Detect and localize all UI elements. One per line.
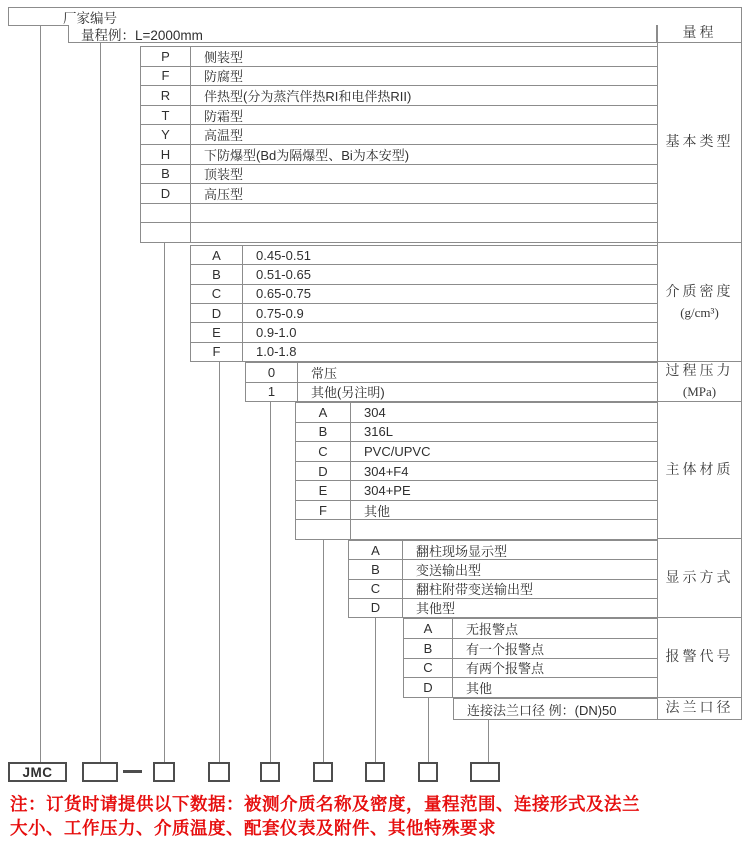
option-row: [141, 145, 657, 165]
option-desc: 有两个报警点: [466, 661, 545, 677]
connector-line: [428, 697, 429, 762]
option-row: [141, 125, 657, 145]
connector-line: [40, 25, 41, 762]
option-row: [141, 67, 657, 87]
label-material: 主体材质: [658, 402, 741, 539]
connector-line: [323, 539, 324, 762]
option-desc: 防腐型: [204, 69, 244, 85]
option-desc: 其他型: [416, 601, 456, 617]
label-alarm: 报警代号: [658, 618, 741, 698]
code-slot-range: [82, 762, 118, 782]
option-code: D: [404, 678, 453, 697]
option-code: E: [191, 323, 243, 341]
option-code: C: [296, 442, 351, 461]
flange-text: 连接法兰口径 例：(DN)50: [467, 702, 617, 718]
option-desc: 防霜型: [204, 108, 244, 124]
option-desc: 304: [364, 404, 386, 420]
option-code: A: [404, 619, 453, 638]
option-code: D: [191, 304, 243, 322]
option-code: B: [141, 165, 191, 184]
option-code: [296, 520, 351, 539]
section-basic-type: [140, 46, 657, 243]
option-row: [349, 599, 657, 617]
option-row: [404, 678, 657, 697]
option-desc: 变送输出型: [416, 562, 482, 578]
label-pressure: 过程压力 (MPa): [658, 362, 741, 402]
option-desc: 翻柱现场显示型: [416, 543, 508, 559]
option-code: F: [141, 67, 191, 86]
option-row: [141, 165, 657, 185]
section-density: [190, 245, 657, 362]
code-slot-flange: [470, 762, 500, 782]
option-code: F: [191, 343, 243, 361]
option-row: [141, 86, 657, 106]
option-desc: 高压型: [204, 186, 244, 202]
option-row: [246, 363, 657, 383]
option-row: [191, 285, 657, 304]
label-display: 显示方式: [658, 539, 741, 618]
option-code: C: [349, 580, 403, 598]
option-row: [404, 619, 657, 639]
option-code: R: [141, 86, 191, 105]
option-code: F: [296, 501, 351, 520]
option-code: [141, 204, 191, 223]
option-desc: 304+PE: [364, 483, 411, 499]
option-desc: 316L: [364, 424, 393, 440]
code-slot-pressure: [260, 762, 280, 782]
option-code: P: [141, 47, 191, 66]
option-desc: 其他: [466, 681, 493, 697]
code-slot-material: [313, 762, 333, 782]
connector-line: [219, 361, 220, 762]
order-note: [10, 792, 746, 840]
option-code: H: [141, 145, 191, 164]
option-desc: [351, 520, 657, 539]
connector-line: [100, 43, 101, 762]
label-density: 介质密度 (g/cm³): [658, 243, 741, 362]
option-desc: [191, 204, 657, 223]
option-code: [141, 223, 191, 242]
option-desc: 下防爆型(Bd为隔爆型、Bi为本安型): [204, 147, 410, 163]
code-slot-basic-type: [153, 762, 175, 782]
option-row: [191, 265, 657, 284]
connector-line: [270, 401, 271, 762]
option-row: [141, 223, 657, 242]
option-row: [141, 106, 657, 126]
option-desc: 有一个报警点: [466, 641, 545, 657]
option-row: [296, 462, 657, 482]
option-row: [246, 383, 657, 402]
option-row: [296, 520, 657, 539]
category-label-column: [657, 25, 742, 720]
option-code: Y: [141, 125, 191, 144]
option-row: [191, 323, 657, 342]
section-display-mode: [348, 540, 657, 618]
option-row: [191, 304, 657, 323]
option-row: [349, 580, 657, 599]
option-code: 0: [246, 363, 298, 382]
option-code: A: [191, 246, 243, 264]
section-material: [295, 402, 657, 540]
option-row: [296, 501, 657, 521]
option-row: [296, 403, 657, 423]
option-code: T: [141, 106, 191, 125]
option-code: D: [349, 599, 403, 617]
option-code: B: [404, 639, 453, 658]
connector-line: [488, 719, 489, 762]
option-code: A: [296, 403, 351, 422]
option-code: B: [349, 560, 403, 578]
option-desc: 0.51-0.65: [256, 266, 311, 282]
option-desc: 0.65-0.75: [256, 286, 311, 302]
range-example-text: 量程例：L=2000mm: [81, 27, 203, 43]
option-desc: 高温型: [204, 128, 244, 144]
option-desc: 翻柱附带变送输出型: [416, 582, 534, 598]
option-code: B: [191, 265, 243, 283]
option-code: A: [349, 541, 403, 559]
dash-separator: [123, 770, 142, 773]
option-desc: 0.45-0.51: [256, 247, 311, 263]
connector-line: [164, 243, 165, 762]
option-code: E: [296, 481, 351, 500]
model-prefix-text: JMC: [22, 764, 53, 780]
option-row: [296, 423, 657, 443]
option-row: [454, 699, 657, 719]
option-row: [191, 343, 657, 361]
option-desc: 常压: [311, 365, 338, 381]
option-row: [191, 246, 657, 265]
option-desc: 0.9-1.0: [256, 324, 297, 340]
option-desc: 侧装型: [204, 49, 244, 65]
option-desc: 顶装型: [204, 167, 244, 183]
option-row: [404, 659, 657, 679]
option-desc: PVC/UPVC: [364, 443, 431, 459]
option-desc: 0.75-0.9: [256, 305, 304, 321]
option-desc: 伴热型(分为蒸汽伴热RI和电伴热RII): [204, 88, 412, 104]
option-desc: 无报警点: [466, 621, 519, 637]
option-row: [141, 47, 657, 67]
section-alarm-code: [403, 618, 657, 698]
code-slot-alarm: [418, 762, 438, 782]
order-note-line2: 大小、工作压力、介质温度、配套仪表及附件、其他特殊要求: [10, 818, 496, 838]
option-code: D: [296, 462, 351, 481]
option-code: C: [191, 285, 243, 303]
label-basic-type: 基本类型: [658, 43, 741, 243]
option-desc: [191, 223, 657, 242]
option-code: D: [141, 184, 191, 203]
option-row: [404, 639, 657, 659]
section-pressure: [245, 362, 657, 402]
option-desc: 304+F4: [364, 463, 409, 479]
option-code: B: [296, 423, 351, 442]
model-prefix-box: [8, 762, 67, 782]
option-desc: 其他: [364, 503, 391, 519]
order-note-line1: 注：订货时请提供以下数据：被测介质名称及密度，量程范围、连接形式及法兰: [10, 794, 640, 814]
option-row: [349, 541, 657, 560]
option-desc: 其他(另注明): [311, 385, 385, 401]
option-row: [296, 442, 657, 462]
label-range: 量程: [658, 25, 741, 43]
option-row: [141, 204, 657, 224]
option-code: 1: [246, 383, 298, 402]
label-flange: 法兰口径: [665, 701, 734, 716]
factory-code-label: 厂家编号: [63, 10, 117, 26]
code-slot-display: [365, 762, 385, 782]
option-row: [296, 481, 657, 501]
option-row: [141, 184, 657, 204]
section-flange-size: [453, 698, 657, 720]
code-slot-density: [208, 762, 230, 782]
option-code: C: [404, 659, 453, 678]
range-example-box: [68, 25, 657, 43]
option-row: [349, 560, 657, 579]
connector-line: [375, 617, 376, 762]
option-desc: 1.0-1.8: [256, 344, 297, 360]
